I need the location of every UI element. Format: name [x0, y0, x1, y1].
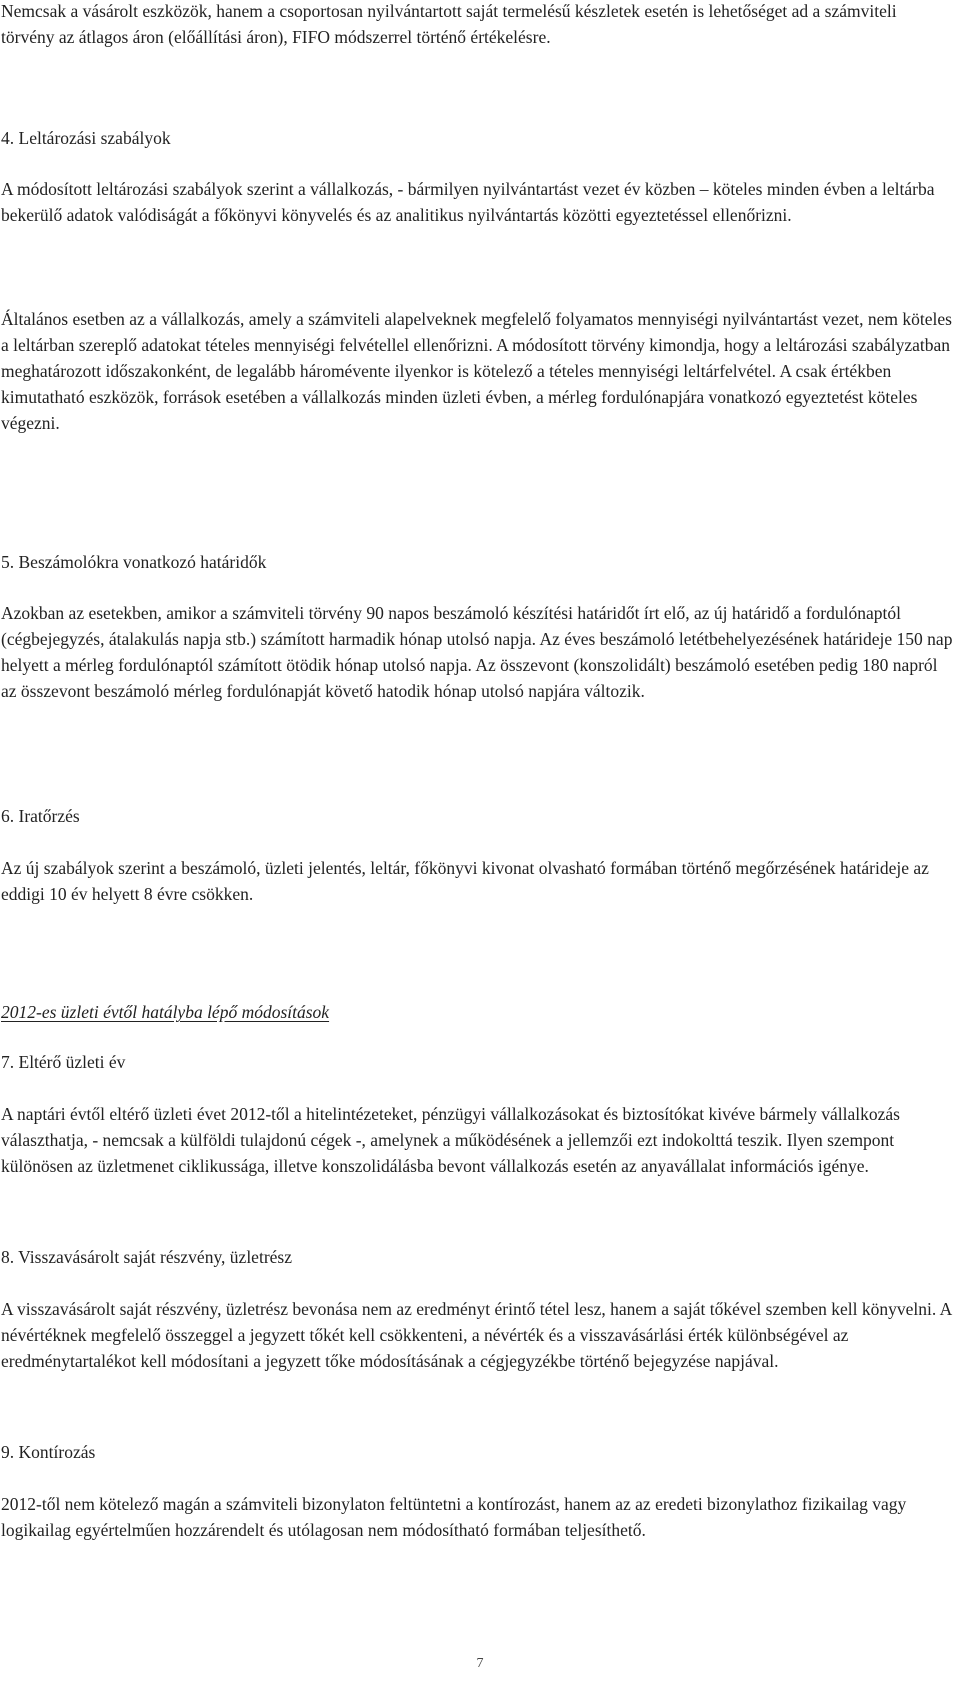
paragraph-kontirozas: 2012-től nem kötelező magán a számviteli bizonylaton feltüntetni a kontírozást, hanem az az eredeti bizonylathoz fizikailag vagy logikailag egyértelműen hozzárendelt és utólagosan nem módosítható formában teljesíthető.: [1, 1494, 907, 1540]
paragraph-leltar-1: A módosított leltározási szabályok szerint a vállalkozás, - bármilyen nyilvántartást vezet év közben – köteles minden évben a leltárba bekerülő adatok valódiságát a főkönyvi könyvelés és az analitikus nyilvántartás közötti egyeztetéssel ellenőrizni.: [1, 179, 935, 225]
heading-hataridok: 5. Beszámolókra vonatkozó határidők: [1, 552, 267, 572]
heading-kontirozas: 9. Kontírozás: [1, 1442, 96, 1462]
paragraph-sajat-reszveny: A visszavásárolt saját részvény, üzletrész bevonása nem az eredményt érintő tétel lesz, hanem a saját tőkével szemben kell könyvelni. A névértéknek megfelelő összeggel a jegyzett tőkét kell csökkenteni, a névérték és a visszavásárlási érték különbségével az eredménytartalékot kell módosítani a jegyzett tőke módosításának a cégjegyzékbe történő bejegyzése napjával.: [1, 1299, 952, 1371]
paragraph-eltero-uzleti-ev: A naptári évtől eltérő üzleti évet 2012-től a hitelintézeteket, pénzügyi vállalkozásokat és biztosítókat kivéve bármely vállalkozás választhatja, - nemcsak a külföldi tulajdonú cégek -, amelynek a működésének a jellemzői ezt indokolttá teszik. Ilyen szempont különösen az üzletmenet ciklikussága, illetve konszolidálásba bevont vállalkozás esetén az anyavállalat információs igénye.: [1, 1104, 900, 1176]
heading-eltero-uzleti-ev: 7. Eltérő üzleti év: [1, 1052, 126, 1072]
heading-iratorzes: 6. Iratőrzés: [1, 806, 80, 826]
section-2012-heading: 2012-es üzleti évtől hatályba lépő módosítások: [1, 1002, 330, 1022]
paragraph-iratorzes: Az új szabályok szerint a beszámoló, üzleti jelentés, leltár, főkönyvi kivonat olvasható formában történő megőrzésének határideje az eddigi 10 év helyett 8 évre csökken.: [1, 858, 929, 904]
page-number: 7: [476, 1656, 484, 1671]
intro-paragraph: Nemcsak a vásárolt eszközök, hanem a csoportosan nyilvántartott saját termelésű készletek esetén is lehetőséget ad a számviteli törvény az átlagos áron (előállítási áron), FIFO módszerrel történő értékelésre.: [1, 1, 897, 47]
paragraph-leltar-2: Általános esetben az a vállalkozás, amely a számviteli alapelveknek megfelelő folyamatos mennyiségi nyilvántartást vezet, nem köteles a leltárban szereplő adatokat tételes mennyiségi felvétellel ellenőrizni. A módosított törvény kimondja, hogy a leltározási szabályzatban meghatározott időszakonként, de legalább háromévente ilyenkor is kötelező a tételes mennyiségi leltárfelvétel. A csak értékben kimutatható eszközök, források esetében a vállalkozás minden üzleti évben, a mérleg fordulónapjára vonatkozó egyeztetést köteles végezni.: [1, 309, 952, 433]
heading-leltarozasi-szabalyok: 4. Leltározási szabályok: [1, 128, 171, 148]
paragraph-hataridok: Azokban az esetekben, amikor a számviteli törvény 90 napos beszámoló készítési határidőt írt elő, az új határidő a fordulónaptól (cégbejegyzés, átalakulás napja stb.) számított harmadik hónap utolsó napja. Az éves beszámoló letétbehelyezésének határideje 150 nap helyett a mérleg fordulónaptól számított ötödik hónap utolsó napja. Az összevont (konszolidált) beszámoló esetében pedig 180 napról az összevont beszámoló mérleg fordulónapját követő hatodik hónap utolsó napjára változik.: [1, 603, 953, 701]
heading-sajat-reszveny: 8. Visszavásárolt saját részvény, üzletrész: [1, 1247, 292, 1267]
